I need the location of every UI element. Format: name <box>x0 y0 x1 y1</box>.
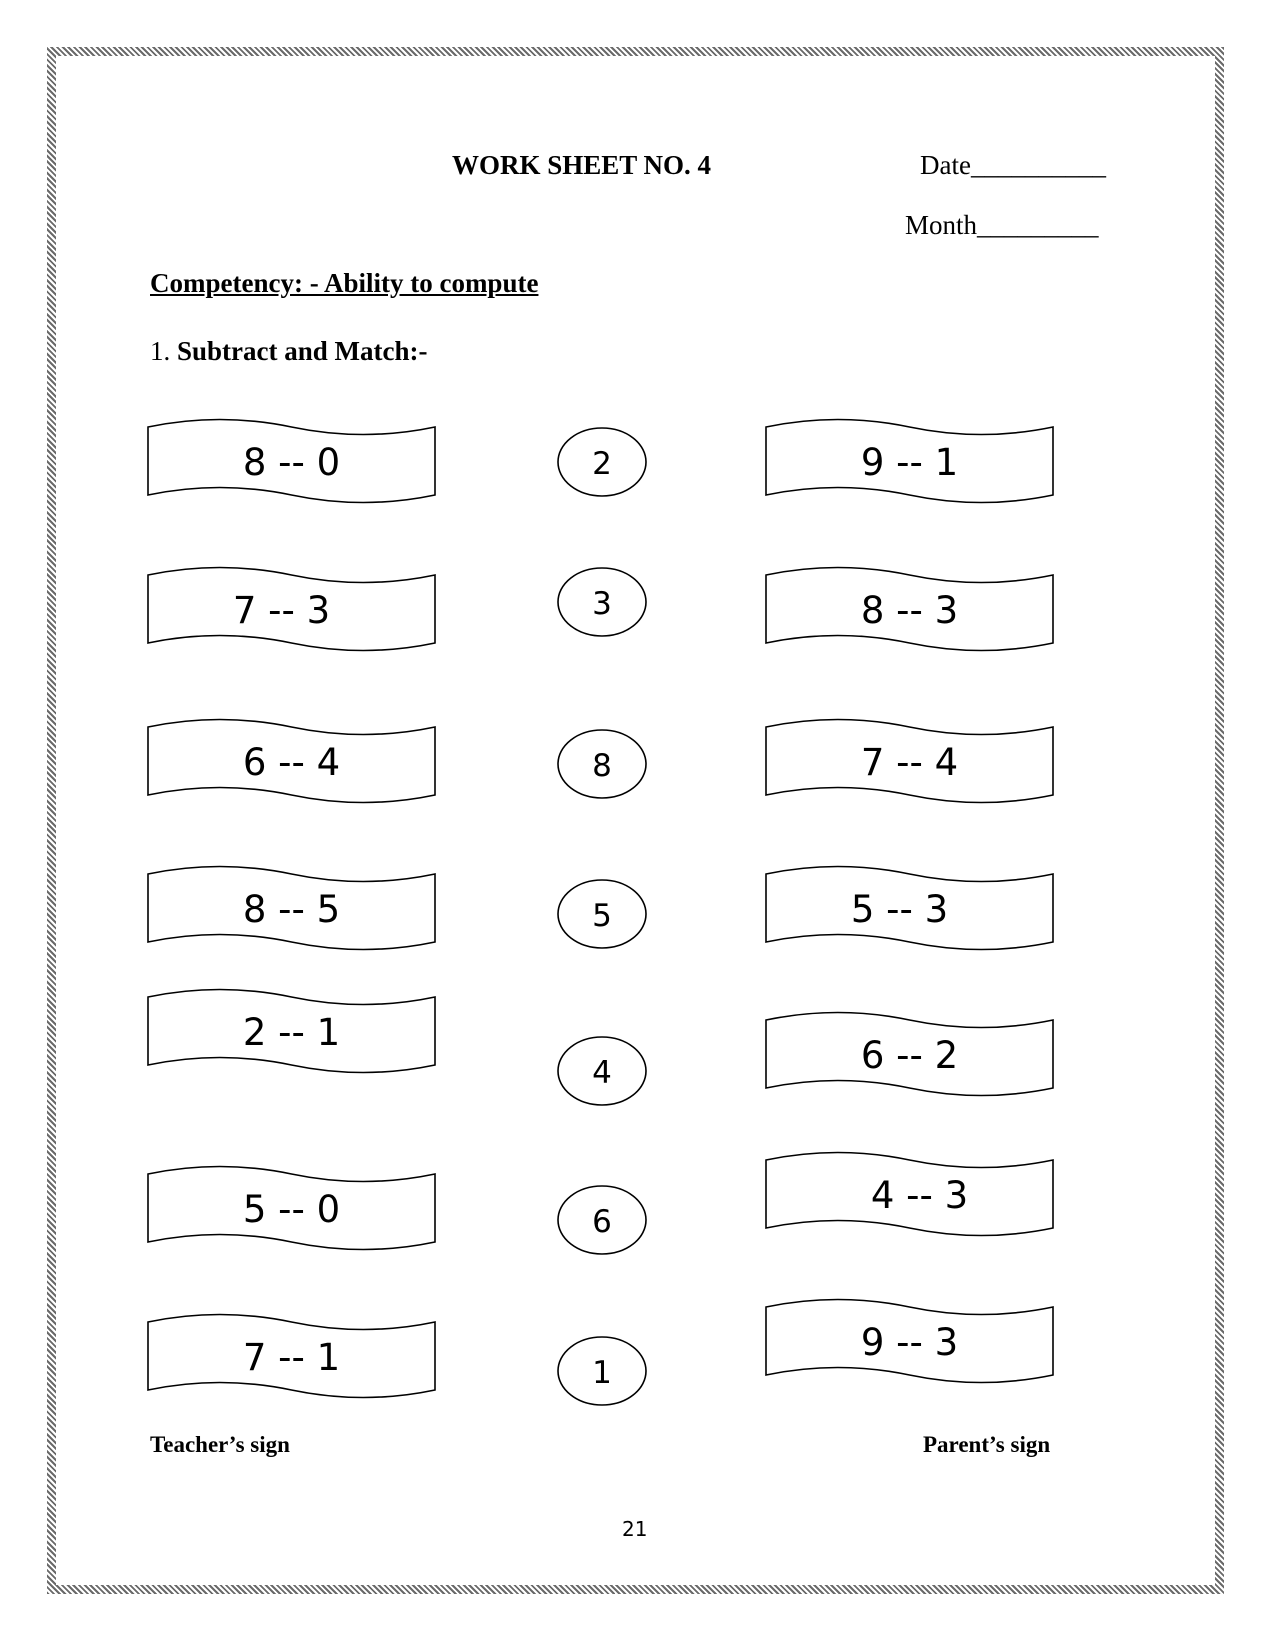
right-expression-card <box>766 720 1053 803</box>
date-field: Date__________ <box>920 150 1106 180</box>
expression-text: 4 -- 3 <box>870 1174 969 1217</box>
expression-text: 8 -- 3 <box>860 589 959 632</box>
answer-text: 8 <box>592 748 612 784</box>
answer-text: 6 <box>592 1204 612 1240</box>
expression-text: 8 -- 5 <box>242 888 341 931</box>
left-expression-card <box>148 1167 435 1250</box>
right-expression-card <box>766 1013 1053 1096</box>
expression-text: 2 -- 1 <box>242 1011 341 1054</box>
answer-text: 1 <box>592 1355 612 1391</box>
expression-text: 7 -- 4 <box>860 741 959 784</box>
left-expression-card <box>148 867 435 950</box>
left-expression-card <box>148 420 435 503</box>
teacher-sign-label: Teacher’s sign <box>150 1432 290 1457</box>
expression-text: 5 -- 0 <box>242 1188 341 1231</box>
right-expression-card <box>766 1153 1053 1236</box>
right-expression-card <box>766 867 1053 950</box>
answer-text: 4 <box>592 1055 612 1091</box>
expression-text: 9 -- 1 <box>860 441 959 484</box>
month-field: Month_________ <box>905 210 1099 240</box>
expression-text: 9 -- 3 <box>860 1321 959 1364</box>
answer-oval <box>558 428 646 496</box>
expression-text: 6 -- 4 <box>242 741 341 784</box>
expression-text: 8 -- 0 <box>242 441 341 484</box>
expression-text: 7 -- 1 <box>242 1336 341 1379</box>
answer-oval <box>558 1337 646 1405</box>
answer-oval <box>558 1037 646 1105</box>
answer-text: 5 <box>592 898 612 934</box>
answer-oval <box>558 730 646 798</box>
question-number: 1. <box>150 336 171 366</box>
left-expression-card <box>148 568 435 651</box>
right-expression-card <box>766 568 1053 651</box>
worksheet-title: WORK SHEET NO. 4 <box>452 150 712 180</box>
left-expression-card <box>148 990 435 1073</box>
page-number: 21 <box>622 1517 648 1541</box>
answer-oval <box>558 568 646 636</box>
right-expression-card <box>766 420 1053 503</box>
answer-oval <box>558 1186 646 1254</box>
answer-text: 3 <box>592 586 612 622</box>
expression-text: 6 -- 2 <box>860 1034 959 1077</box>
competency-heading: Competency: - Ability to compute <box>150 268 539 298</box>
answer-text: 2 <box>592 446 612 482</box>
expression-text: 7 -- 3 <box>232 589 331 632</box>
expression-text: 5 -- 3 <box>850 888 949 931</box>
right-expression-card <box>766 1300 1053 1383</box>
left-expression-card <box>148 1315 435 1398</box>
answer-oval <box>558 880 646 948</box>
question-text: Subtract and Match:- <box>177 336 428 366</box>
left-expression-card <box>148 720 435 803</box>
parent-sign-label: Parent’s sign <box>923 1432 1051 1457</box>
